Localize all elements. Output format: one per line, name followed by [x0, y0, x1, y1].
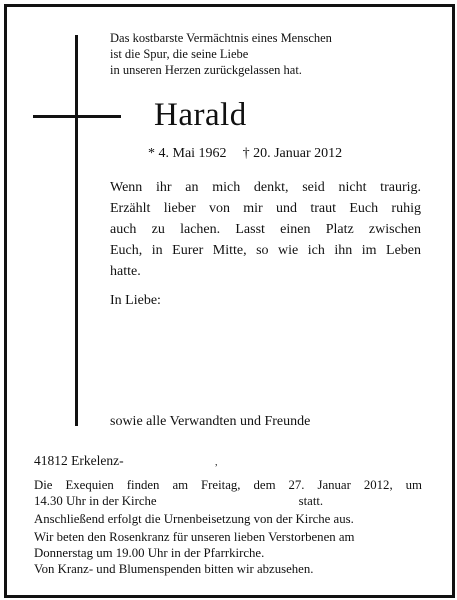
urn-line: Anschließend erfolgt die Urnenbeisetzung von der Kirche aus. — [34, 512, 354, 526]
cross-icon-horizontal-bar — [33, 115, 121, 118]
poem-line: Wenn ihr an mich denkt, seid nicht traurig. — [110, 180, 421, 195]
quote-line: Das kostbarste Vermächtnis eines Menschen — [110, 31, 332, 45]
poem-line: auch zu lachen. Lasst einen Platz zwischen — [110, 222, 421, 237]
poem-line: Erzählt lieber von mir und traut Euch ruhig — [110, 201, 421, 216]
rosary-line-2: Donnerstag um 19.00 Uhr in der Pfarrkirche. — [34, 546, 265, 560]
church-text: 14.30 Uhr in der Kirche — [34, 494, 157, 508]
exequien-line-2 — [34, 493, 422, 509]
city-mark: , — [215, 457, 218, 468]
funeral-notice — [34, 477, 422, 577]
farewell-poem — [110, 177, 421, 282]
statt-text: statt. — [298, 494, 324, 508]
cross-icon-vertical-bar — [75, 35, 78, 426]
birth-date: * 4. Mai 1962 — [148, 146, 227, 161]
quote-line: ist die Spur, die seine Liebe — [110, 47, 249, 61]
poem-line: Euch, in Eurer Mitte, so wie ich ihn im Leben — [110, 243, 421, 258]
memorial-quote — [110, 30, 410, 78]
deceased-name: Harald — [154, 97, 247, 133]
quote-line: in unseren Herzen zurückgelassen hat. — [110, 63, 302, 77]
poem-line: hatte. — [110, 264, 141, 279]
in-love-label: In Liebe: — [110, 293, 161, 308]
family-mention: sowie alle Verwandten und Freunde — [110, 414, 311, 429]
flowers-line: Von Kranz- und Blumenspenden bitten wir abzusehen. — [34, 562, 314, 576]
rosary-line: Wir beten den Rosenkranz für unseren lieben Verstorbenen am — [34, 530, 355, 544]
exequien-line: Die Exequien finden am Freitag, dem 27. Januar 2012, um — [34, 478, 422, 492]
city-line: 41812 Erkelenz- — [34, 453, 124, 468]
death-date: † 20. Januar 2012 — [242, 146, 343, 161]
life-dates — [148, 145, 342, 163]
